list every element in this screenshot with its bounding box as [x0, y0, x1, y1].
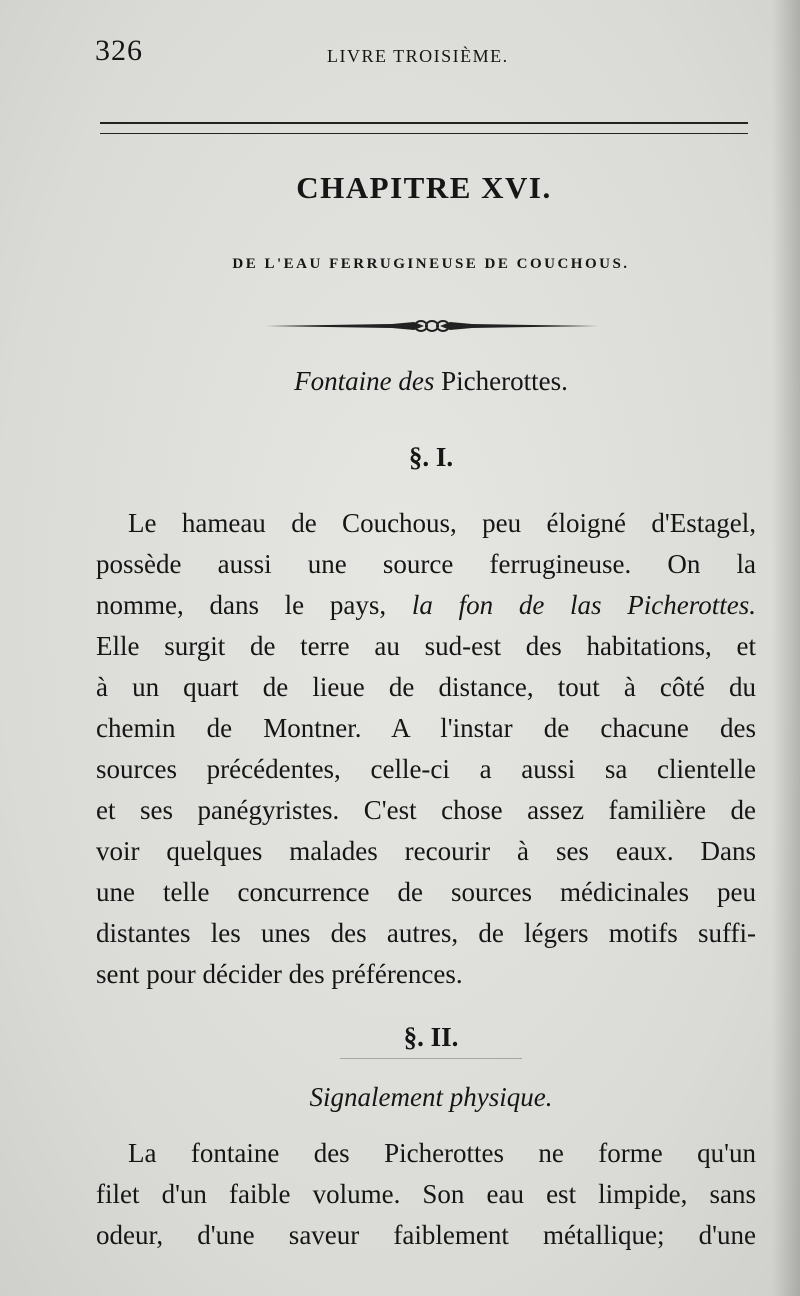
text-line: Elle surgit de terre au sud-est des habitations, et [96, 631, 756, 661]
text-line [96, 585, 756, 626]
section-1-heading-italic: Fontaine des [294, 366, 435, 396]
text-line: Le hameau de Couchous, peu éloigné d'Estagel, [128, 508, 756, 538]
text-line: une telle concurrence de sources médicinales peu [96, 877, 756, 907]
running-header [95, 34, 755, 74]
section-1-paragraph [96, 503, 756, 995]
section-1-heading [0, 366, 800, 397]
ornament-rule-icon [264, 317, 600, 335]
text-line: sources précédentes, celle-ci a aussi sa clientelle [96, 754, 756, 784]
chapter-title: CHAPITRE XVI. [296, 170, 552, 205]
text-line: voir quelques malades recourir à ses eaux. Dans [96, 836, 756, 866]
section-1-heading-roman: Picherottes. [441, 366, 568, 396]
text-line: et ses panégyristes. C'est chose assez familière de [96, 795, 756, 825]
text-segment: nomme, dans le pays, [96, 590, 387, 620]
text-line: La fontaine des Picherottes ne forme qu'un [128, 1138, 756, 1168]
page-number: 326 [95, 34, 143, 67]
chapter-subtitle: DE L'EAU FERRUGINEUSE DE COUCHOUS. [232, 256, 630, 272]
running-title: LIVRE TROISIÈME. [327, 46, 509, 66]
text-line: à un quart de lieue de distance, tout à côté du [96, 672, 756, 702]
header-double-rule [100, 122, 748, 134]
section-2-mark-text: §. II. [403, 1022, 459, 1052]
text-line: odeur, d'une saveur faiblement métallique; d'une [96, 1220, 756, 1250]
text-line: chemin de Montner. A l'instar de chacune des [96, 713, 756, 743]
section-1-mark [0, 442, 800, 473]
text-line: filet d'un faible volume. Son eau est limpide, sans [96, 1179, 756, 1209]
section-2-heading: Signalement physique. [309, 1082, 553, 1112]
italic-phrase: la fon de las Picherottes. [411, 590, 756, 620]
text-line: sent pour décider des préférences. [96, 959, 463, 989]
text-line: possède aussi une source ferrugineuse. On la [96, 549, 756, 579]
section-2-paragraph [96, 1133, 756, 1256]
section-2-mark [0, 1022, 800, 1053]
section-1-mark-text: §. I. [408, 442, 454, 472]
faint-underline [340, 1058, 522, 1059]
text-line: distantes les unes des autres, de légers motifs suffi- [96, 918, 756, 948]
